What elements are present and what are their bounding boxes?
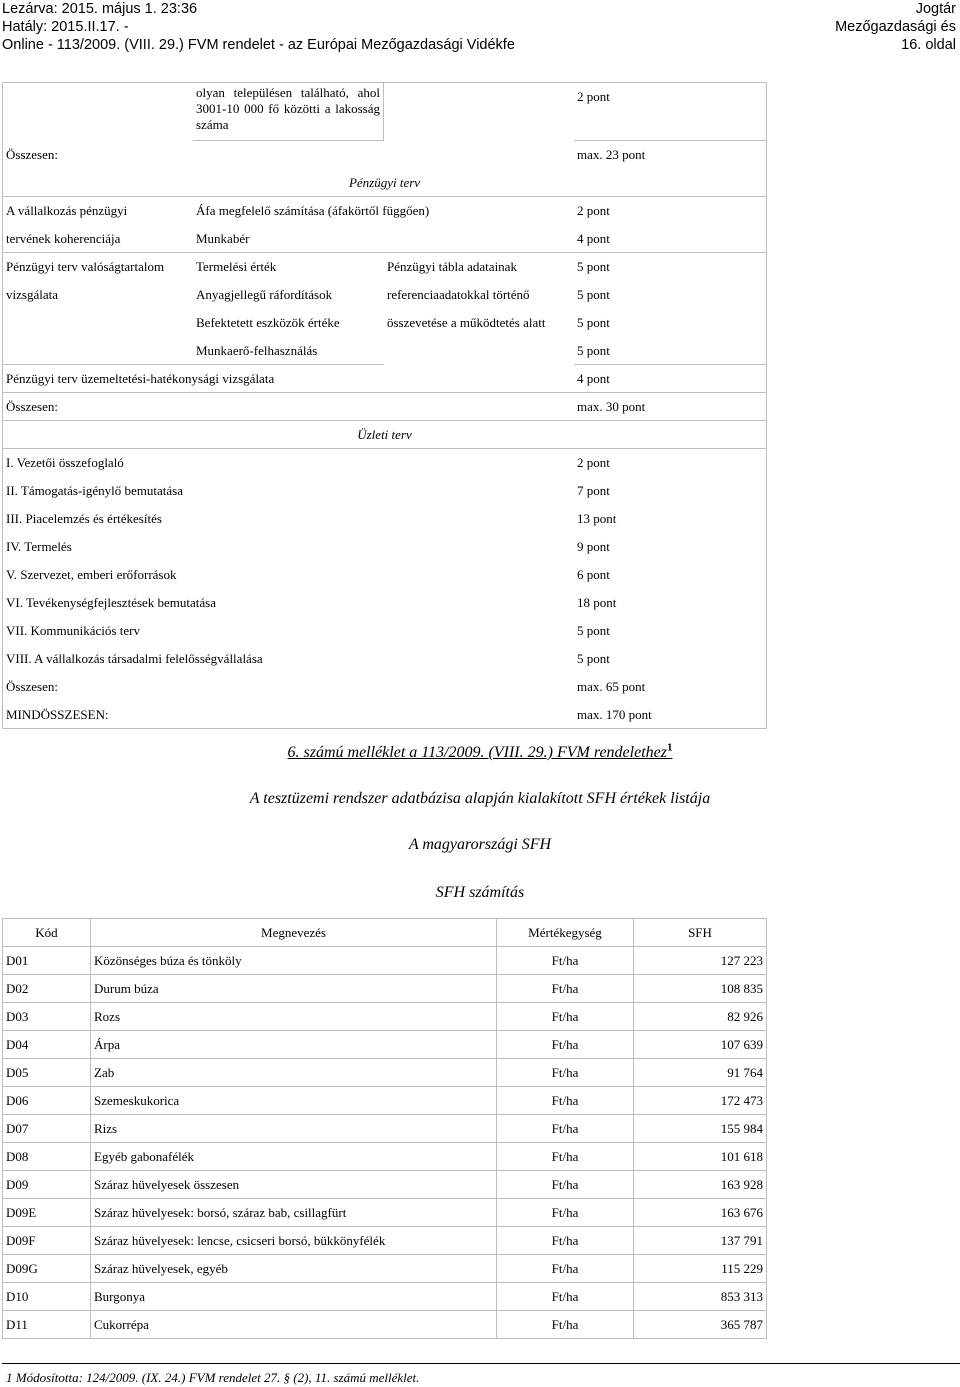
row-name: Rizs (91, 1115, 497, 1143)
row-code: D09E (3, 1199, 91, 1227)
row-code: D09F (3, 1227, 91, 1255)
row-name: Száraz hüvelyesek összesen (91, 1171, 497, 1199)
settlement-points: 2 pont (574, 83, 767, 141)
business-item: III. Piacelemzés és értékesítés (3, 505, 574, 533)
business-points: 13 pont (574, 505, 767, 533)
table-row (3, 1171, 767, 1199)
section-financial-plan: Pénzügyi terv (3, 169, 767, 197)
row-sfh-value: 82 926 (634, 1003, 767, 1031)
business-points: 2 pont (574, 449, 767, 477)
annex-heading (0, 741, 960, 762)
row-code: D11 (3, 1311, 91, 1339)
grand-total-points: max. 170 pont (574, 701, 767, 729)
row-code: D05 (3, 1059, 91, 1087)
reality-criterion-2: referenciaadatokkal történő (384, 281, 574, 309)
row-unit: Ft/ha (497, 947, 634, 975)
vat-item: Áfa megfelelő számítása (áfakörtől függően) (193, 197, 574, 225)
table-row (3, 1199, 767, 1227)
footnote-divider (2, 1363, 960, 1364)
row-name: Cukorrépa (91, 1311, 497, 1339)
publisher-subtitle: Mezőgazdasági és (835, 19, 956, 35)
sfh-table-body (3, 947, 767, 1339)
row-name: Száraz hüvelyesek: borsó, száraz bab, csillagfürt (91, 1199, 497, 1227)
document-reference: Online - 113/2009. (VIII. 29.) FVM rendelet - az Európai Mezőgazdasági Vidékfe (2, 37, 515, 53)
business-points: 6 pont (574, 561, 767, 589)
coherence-label-2: tervének koherenciája (3, 225, 193, 253)
subtotal-1-label: Összesen: (3, 141, 574, 169)
table-row (3, 975, 767, 1003)
vat-points: 2 pont (574, 197, 767, 225)
reality-item: Munkaerő-felhasználás (193, 337, 384, 365)
table-row (3, 1227, 767, 1255)
row-unit: Ft/ha (497, 1059, 634, 1087)
efficiency-points: 4 pont (574, 365, 767, 393)
row-name: Száraz hüvelyesek: lencse, csicseri borsó, bükkönyfélék (91, 1227, 497, 1255)
scoring-table (2, 82, 767, 729)
row-code: D09G (3, 1255, 91, 1283)
business-points: 9 pont (574, 533, 767, 561)
sfh-table (2, 918, 767, 1339)
footnote: 1 Módosította: 124/2009. (IX. 24.) FVM rendelet 27. § (2), 11. számú melléklet. (6, 1370, 420, 1385)
row-sfh-value: 101 618 (634, 1143, 767, 1171)
reality-item: Befektetett eszközök értéke (193, 309, 384, 337)
row-name: Szemeskukorica (91, 1087, 497, 1115)
column-header-unit: Mértékegység (497, 919, 634, 947)
header-left (2, 0, 515, 54)
table-row (3, 1255, 767, 1283)
page-number: 16. oldal (901, 37, 956, 53)
table-row (3, 1003, 767, 1031)
business-item: IV. Termelés (3, 533, 574, 561)
row-code: D03 (3, 1003, 91, 1031)
row-sfh-value: 115 229 (634, 1255, 767, 1283)
annex-title: A tesztüzemi rendszer adatbázisa alapján kialakított SFH értékek listája (249, 790, 711, 807)
row-code: D04 (3, 1031, 91, 1059)
row-unit: Ft/ha (497, 1283, 634, 1311)
table-row (3, 1031, 767, 1059)
row-sfh-value: 853 313 (634, 1283, 767, 1311)
sfh-header-row (3, 919, 767, 947)
row-code: D02 (3, 975, 91, 1003)
row-sfh-value: 172 473 (634, 1087, 767, 1115)
reality-label-2: vizsgálata (3, 281, 193, 309)
row-name: Egyéb gabonafélék (91, 1143, 497, 1171)
grand-total-label: MINDÖSSZESEN: (3, 701, 574, 729)
reality-points: 5 pont (574, 253, 767, 281)
business-item: II. Támogatás-igénylő bemutatása (3, 477, 574, 505)
row-sfh-value: 108 835 (634, 975, 767, 1003)
row-sfh-value: 365 787 (634, 1311, 767, 1339)
row-name: Durum búza (91, 975, 497, 1003)
reality-criterion-1: Pénzügyi tábla adatainak (384, 253, 574, 281)
efficiency-label: Pénzügyi terv üzemeltetési-hatékonysági vizsgálata (3, 365, 384, 393)
table-row (3, 1115, 767, 1143)
annex-country: A magyarországi SFH (408, 836, 552, 853)
reality-item: Termelési érték (193, 253, 384, 281)
table-row (3, 1143, 767, 1171)
row-name: Burgonya (91, 1283, 497, 1311)
settlement-criterion: olyan településen található, ahol 3001-10 000 fő közötti a lakosság száma (193, 83, 384, 141)
reality-points: 5 pont (574, 281, 767, 309)
section-business-plan: Üzleti terv (3, 421, 767, 449)
row-code: D10 (3, 1283, 91, 1311)
row-sfh-value: 163 676 (634, 1199, 767, 1227)
row-code: D08 (3, 1143, 91, 1171)
coherence-label-1: A vállalkozás pénzügyi (3, 197, 193, 225)
row-sfh-value: 107 639 (634, 1031, 767, 1059)
page-header (0, 0, 960, 56)
column-header-sfh: SFH (634, 919, 767, 947)
subtotal-2-label: Összesen: (3, 393, 574, 421)
row-name: Száraz hüvelyesek, egyéb (91, 1255, 497, 1283)
table-row (3, 947, 767, 975)
business-item: VII. Kommunikációs terv (3, 617, 574, 645)
row-sfh-value: 91 764 (634, 1059, 767, 1087)
reality-item: Anyagjellegű ráfordítások (193, 281, 384, 309)
subtotal-1-points: max. 23 pont (574, 141, 767, 169)
business-points: 7 pont (574, 477, 767, 505)
column-header-code: Kód (3, 919, 91, 947)
business-item: VIII. A vállalkozás társadalmi felelősségvállalása (3, 645, 574, 673)
row-sfh-value: 137 791 (634, 1227, 767, 1255)
row-name: Közönséges búza és tönköly (91, 947, 497, 975)
row-unit: Ft/ha (497, 1143, 634, 1171)
row-code: D09 (3, 1171, 91, 1199)
wage-points: 4 pont (574, 225, 767, 253)
table-row (3, 1087, 767, 1115)
wage-item: Munkabér (193, 225, 574, 253)
row-name: Árpa (91, 1031, 497, 1059)
business-points: 18 pont (574, 589, 767, 617)
row-sfh-value: 155 984 (634, 1115, 767, 1143)
row-sfh-value: 127 223 (634, 947, 767, 975)
effective-date: Hatály: 2015.II.17. - (2, 19, 129, 35)
closed-date: Lezárva: 2015. május 1. 23:36 (2, 1, 198, 17)
row-name: Rozs (91, 1003, 497, 1031)
table-row (3, 1311, 767, 1339)
subtotal-3-points: max. 65 pont (574, 673, 767, 701)
header-right (835, 0, 956, 54)
row-name: Zab (91, 1059, 497, 1087)
footnote-reference[interactable]: 1 (666, 741, 673, 754)
column-header-name: Megnevezés (91, 919, 497, 947)
row-sfh-value: 163 928 (634, 1171, 767, 1199)
business-item: I. Vezetői összefoglaló (3, 449, 574, 477)
publisher-name: Jogtár (915, 1, 956, 17)
reality-label-1: Pénzügyi terv valóságtartalom (3, 253, 193, 281)
table-row (3, 1283, 767, 1311)
row-unit: Ft/ha (497, 1199, 634, 1227)
business-points: 5 pont (574, 645, 767, 673)
row-unit: Ft/ha (497, 1227, 634, 1255)
table-row (3, 1059, 767, 1087)
row-unit: Ft/ha (497, 1087, 634, 1115)
annex-calculation: SFH számítás (435, 884, 525, 901)
subtotal-2-points: max. 30 pont (574, 393, 767, 421)
business-points: 5 pont (574, 617, 767, 645)
row-unit: Ft/ha (497, 1255, 634, 1283)
subtotal-3-label: Összesen: (3, 673, 574, 701)
row-unit: Ft/ha (497, 1115, 634, 1143)
reality-criterion-3: összevetése a működtetés alatt (384, 309, 574, 337)
row-unit: Ft/ha (497, 1003, 634, 1031)
row-unit: Ft/ha (497, 975, 634, 1003)
row-unit: Ft/ha (497, 1031, 634, 1059)
row-code: D01 (3, 947, 91, 975)
row-unit: Ft/ha (497, 1311, 634, 1339)
reality-points: 5 pont (574, 309, 767, 337)
row-code: D06 (3, 1087, 91, 1115)
annex-heading-text: 6. számú melléklet a 113/2009. (VIII. 29.) FVM rendelethez (287, 744, 667, 761)
row-unit: Ft/ha (497, 1171, 634, 1199)
business-item: VI. Tevékenységfejlesztések bemutatása (3, 589, 574, 617)
business-item: V. Szervezet, emberi erőforrások (3, 561, 574, 589)
row-code: D07 (3, 1115, 91, 1143)
reality-points: 5 pont (574, 337, 767, 365)
